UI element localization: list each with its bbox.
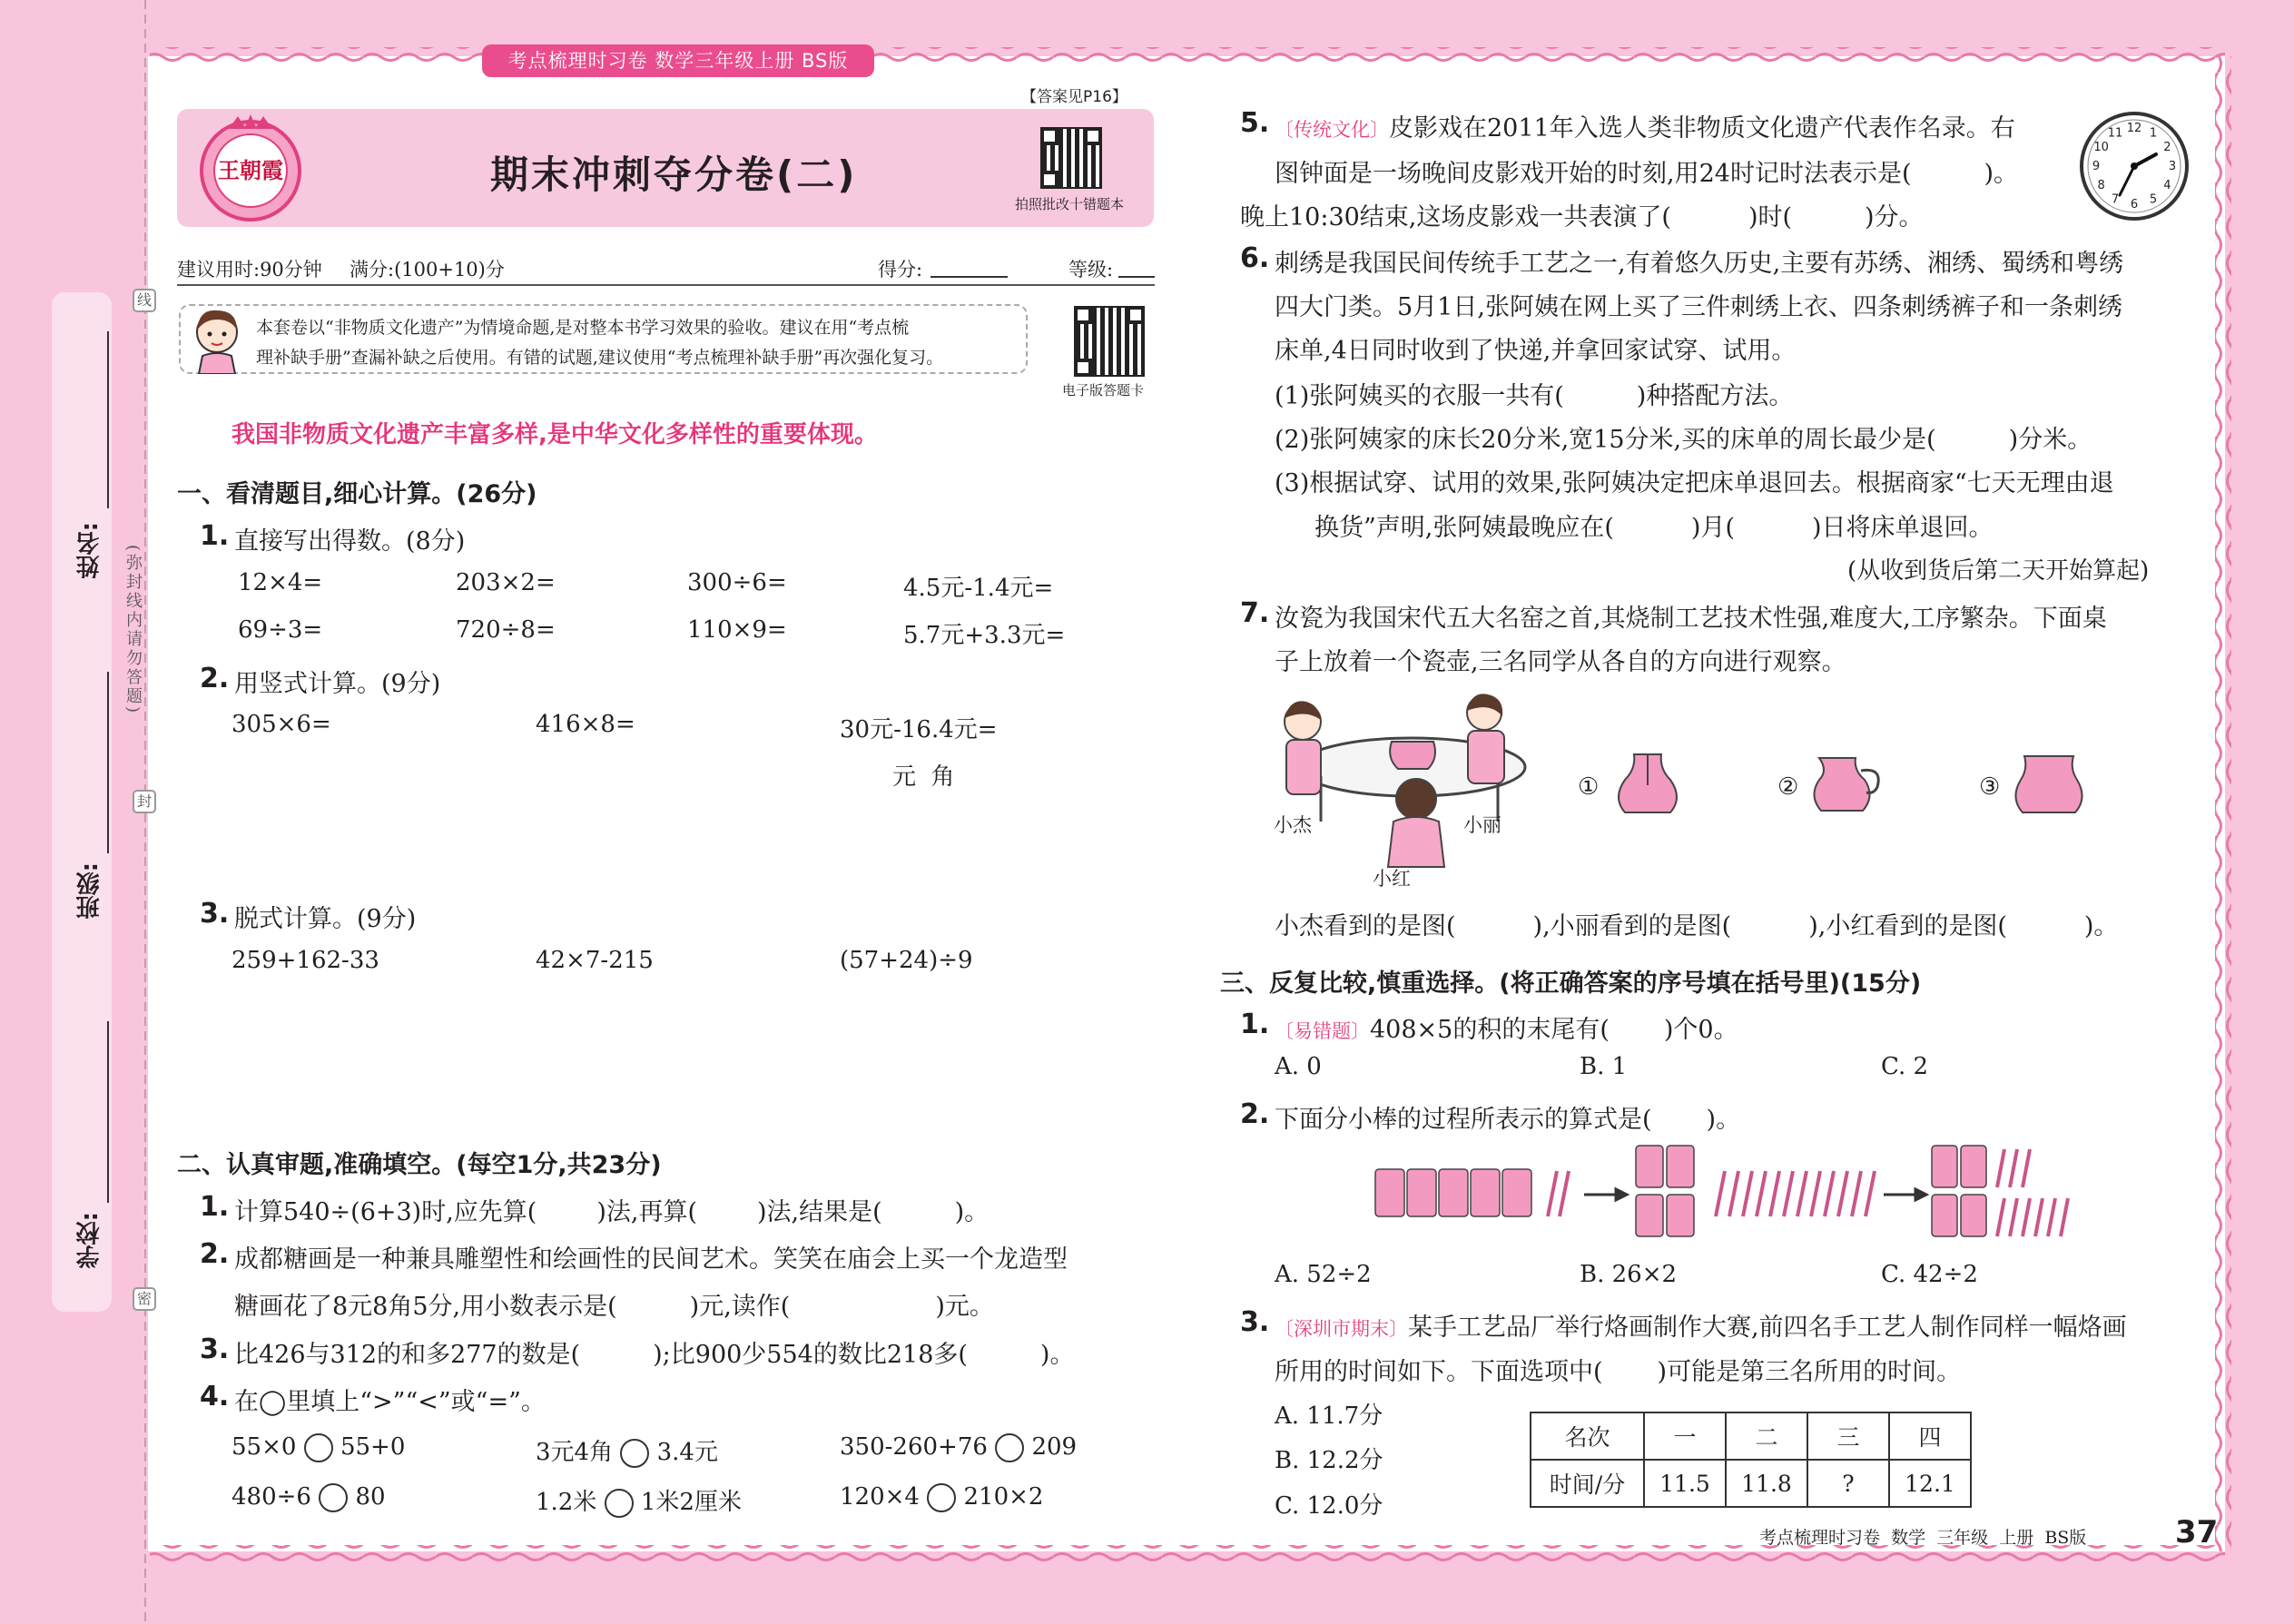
footer-series-text: 考点梳理时习卷 数学 三年级 上册 BS版 — [1759, 1528, 2087, 1548]
s2-q1-number: 1. — [200, 1191, 230, 1223]
clock-numeral: 11 — [2107, 126, 2123, 141]
q5-line-3: 晚上10:30结束,这场皮影戏一共表演了( )时( )分。 — [1240, 203, 1924, 231]
compare-item: 480÷6 80 — [231, 1483, 386, 1511]
school-label: 学校: — [76, 1212, 103, 1269]
table-cell: ? — [1807, 1460, 1889, 1507]
series-tab: 考点梳理时习卷 数学三年级上册 BS版 — [482, 44, 874, 77]
s3-q3-option-c[interactable]: C. 12.0分 — [1275, 1492, 1383, 1520]
q6-number: 6. — [1240, 242, 1270, 274]
compare-circle-input[interactable] — [995, 1433, 1024, 1462]
vertical-calc-item: 416×8= — [536, 711, 635, 738]
qr-corner-icon — [1074, 306, 1092, 324]
q6-line-1: 刺绣是我国民间传统手工艺之一,有着悠久历史,主要有苏绣、湘绣、蜀绣和粤绣 — [1275, 250, 2124, 278]
vertical-calc-item: 305×6= — [231, 711, 331, 738]
qr-corner-icon — [1084, 127, 1102, 145]
qr-corner-icon — [1127, 306, 1145, 324]
seal-mark-seal: 封 — [133, 790, 156, 813]
grade-field[interactable] — [1118, 276, 1155, 278]
q6-sub-2: (2)张阿姨家的床长20分米,宽15分米,买的床单的周长最少是( )分米。 — [1275, 426, 2092, 454]
answer-reference: 【答案见P16】 — [1021, 88, 1127, 106]
clock-face-icon — [2077, 109, 2191, 223]
table-cell: 12.1 — [1889, 1460, 1971, 1507]
teapot-view-3-icon — [2008, 749, 2090, 822]
section-1-title: 一、看清题目,细心计算。(26分) — [177, 480, 537, 508]
table-cell: 时间/分 — [1531, 1460, 1644, 1507]
compare-circle-input[interactable] — [620, 1439, 649, 1468]
brand-logo — [192, 111, 309, 225]
compare-item: 1.2米 1米2厘米 — [536, 1489, 742, 1516]
q7-number: 7. — [1240, 597, 1270, 629]
calc-item: 4.5元-1.4元= — [903, 575, 1054, 602]
s3-q3-number: 3. — [1240, 1306, 1270, 1338]
q6-sub-3: (3)根据试穿、试用的效果,张阿姨决定把床单退回去。根据商家“七天无理由退 — [1275, 469, 2114, 497]
s2-q2-line-2: 糖画花了8元8角5分,用小数表示是( )元,读作( )元。 — [234, 1293, 994, 1321]
clock-numeral: 10 — [2093, 141, 2109, 154]
s2-q4-text: 在◯里填上“>”“<”或“=”。 — [234, 1388, 546, 1416]
score-field[interactable] — [930, 276, 1008, 278]
child-label-xiaohong: 小红 — [1373, 868, 1411, 890]
calc-item: 69÷3= — [238, 616, 323, 644]
q6-sub-3-cont: 换货”声明,张阿姨最晚应在( )月( )日将床单退回。 — [1314, 514, 1994, 542]
calc-item: 12×4= — [238, 569, 323, 596]
q6-sub-1: (1)张阿姨买的衣服一共有( )种搭配方法。 — [1275, 382, 1794, 410]
s2-q4-number: 4. — [200, 1381, 230, 1412]
notice-line-1: 本套卷以“非物质文化遗产”为情境命题,是对整本书学习效果的验收。建议在用“考点梳 — [256, 318, 910, 338]
s3-q1-text: 〔易错题〕408×5的积的末尾有( )个0。 — [1275, 1016, 1738, 1044]
s2-q3-number: 3. — [200, 1334, 230, 1365]
s3-q3-line-2: 所用的时间如下。下面选项中( )可能是第三名所用的时间。 — [1275, 1358, 1962, 1386]
calc-item: 300÷6= — [687, 569, 787, 596]
children-observing-teapot-illustration — [1266, 685, 1530, 876]
clock-numeral: 9 — [2092, 160, 2101, 173]
compare-circle-input[interactable] — [304, 1433, 333, 1462]
clock-numeral: 8 — [2097, 179, 2105, 192]
q5-line-1: 〔传统文化〕皮影戏在2011年入选人类非物质文化遗产代表作名录。右 — [1275, 114, 2015, 143]
s2-q1-text: 计算540÷(6+3)时,应先算( )法,再算( )法,结果是( )。 — [234, 1198, 989, 1226]
name-label: 姓名: — [76, 522, 103, 579]
table-row — [1531, 1412, 1971, 1460]
units-yuan-jiao: 元 角 — [892, 763, 955, 791]
compare-item: 3元4角 3.4元 — [536, 1439, 718, 1466]
girl-mascot-icon — [186, 305, 248, 374]
clock-numeral: 12 — [2126, 122, 2142, 135]
s3-q3-option-b[interactable]: B. 12.2分 — [1275, 1447, 1383, 1474]
s3-q1-number: 1. — [1240, 1009, 1270, 1040]
clock-numeral: 7 — [2111, 192, 2120, 207]
s1-q2-text: 用竖式计算。(9分) — [234, 670, 441, 698]
section-3-title: 三、反复比较,慎重选择。(将正确答案的序号填在括号里)(15分) — [1220, 969, 1922, 998]
qr-caption-correction: 拍照批改十错题本 — [1015, 196, 1125, 212]
s2-q3-text: 比426与312的和多277的数是( );比900少554的数比218多( )。 — [234, 1341, 1075, 1369]
compare-circle-input[interactable] — [319, 1483, 348, 1512]
section-2-title: 二、认真审题,准确填空。(每空1分,共23分) — [177, 1151, 662, 1179]
child-label-xiaojie: 小杰 — [1274, 814, 1312, 836]
q7-line-2: 子上放着一个瓷壶,三名同学从各自的方向进行观察。 — [1275, 648, 1846, 676]
table-cell: 11.8 — [1726, 1460, 1807, 1507]
calc-item: 720÷8= — [456, 616, 556, 644]
compare-item: 120×4 210×2 — [840, 1483, 1044, 1511]
page-number: 37 — [2175, 1514, 2219, 1550]
compare-circle-input[interactable] — [605, 1489, 634, 1518]
suggested-time: 建议用时:90分钟 — [177, 259, 322, 281]
class-label: 班级: — [76, 862, 103, 920]
qr-caption-answer-card: 电子版答题卡 — [1062, 382, 1145, 399]
q5-number: 5. — [1240, 107, 1270, 139]
clock-numeral: 3 — [2168, 160, 2177, 173]
s3-q2-option-a[interactable]: A. 52÷2 — [1275, 1261, 1372, 1288]
exam-title: 期末冲刺夺分卷(二) — [490, 153, 858, 197]
compare-circle-input[interactable] — [927, 1483, 956, 1512]
table-cell: 11.5 — [1644, 1460, 1726, 1507]
table-cell: 一 — [1644, 1412, 1726, 1460]
table-cell: 四 — [1889, 1412, 1971, 1460]
s1-q3-number: 3. — [200, 898, 230, 930]
s3-q3-line-1: 〔深圳市期末〕某手工艺品厂举行烙画制作大赛,前四名手工艺人制作同样一幅烙画 — [1275, 1314, 2127, 1342]
q5-line-2: 图钟面是一场晚间皮影戏开始的时刻,用24时记时法表示是( )。 — [1275, 160, 2019, 188]
table-row — [1531, 1460, 1971, 1507]
clock-numeral: 1 — [2149, 126, 2158, 141]
step-calc-item: 259+162-33 — [231, 947, 379, 974]
ranking-time-table — [1530, 1412, 1972, 1508]
table-cell: 名次 — [1531, 1412, 1644, 1460]
s2-q2-number: 2. — [200, 1238, 230, 1270]
clock-numeral: 6 — [2130, 198, 2139, 212]
s2-q2-line-1: 成都糖画是一种兼具雕塑性和绘画性的民间艺术。笑笑在庙会上买一个龙造型 — [234, 1245, 1068, 1274]
table-cell: 三 — [1807, 1412, 1889, 1460]
grade-label: 等级: — [1068, 259, 1114, 281]
seal-line-notice: (弥封线内请勿答题) — [123, 545, 143, 716]
clock-numeral: 5 — [2149, 192, 2158, 207]
qr-corner-icon — [1040, 127, 1058, 145]
s3-q2-option-c[interactable]: C. 42÷2 — [1881, 1261, 1978, 1288]
school-line[interactable] — [107, 1021, 109, 1203]
q6-line-3: 床单,4日同时收到了快递,并拿回家试穿、试用。 — [1275, 337, 1797, 365]
class-line[interactable] — [107, 672, 109, 853]
q5-tag: 〔传统文化〕 — [1275, 119, 1389, 141]
notice-line-2: 理补缺手册”查漏补缺之后使用。有错的试题,建议使用“考点梳理补缺手册”再次强化复习。 — [256, 348, 944, 368]
notice-text — [256, 313, 1019, 373]
s1-q3-text: 脱式计算。(9分) — [234, 905, 417, 933]
s3-q1-option-c[interactable]: C. 2 — [1881, 1053, 1929, 1080]
compare-item: 55×0 55+0 — [231, 1433, 406, 1461]
student-info-strip — [52, 292, 112, 1312]
compare-item: 350-260+76 209 — [840, 1433, 1078, 1461]
qr-corner-icon — [1074, 359, 1092, 377]
s1-q2-number: 2. — [200, 663, 230, 694]
teapot-view-2-icon — [1807, 749, 1888, 822]
step-calc-item: 42×7-215 — [536, 947, 654, 974]
clock-numeral: 4 — [2163, 179, 2171, 192]
slogan: 我国非物质文化遗产丰富多样,是中华文化多样性的重要体现。 — [231, 421, 878, 448]
teapot-view-1-icon — [1607, 749, 1689, 822]
q6-note: (从收到货后第二天开始算起) — [1847, 557, 2150, 585]
s3-q1-option-a[interactable]: A. 0 — [1275, 1053, 1322, 1080]
score-label: 得分: — [878, 259, 923, 281]
calc-item: 5.7元+3.3元= — [903, 622, 1066, 649]
s3-q2-option-b[interactable]: B. 26×2 — [1580, 1261, 1678, 1288]
name-line[interactable] — [107, 331, 109, 508]
calc-item: 203×2= — [456, 569, 556, 596]
qr-corner-icon — [1040, 171, 1058, 189]
sticks-division-diagram — [1371, 1142, 2097, 1242]
seal-mark-secret: 密 — [133, 1287, 156, 1311]
clock-numeral: 2 — [2163, 141, 2171, 154]
q6-line-2: 四大门类。5月1日,张阿姨在网上买了三件刺绣上衣、四条刺绣裤子和一条刺绣 — [1275, 293, 2122, 321]
s3-q1-option-b[interactable]: B. 1 — [1580, 1053, 1628, 1080]
s3-q3-option-a[interactable]: A. 11.7分 — [1275, 1403, 1383, 1430]
step-calc-item: (57+24)÷9 — [840, 947, 973, 974]
calc-item: 110×9= — [687, 616, 787, 644]
table-cell: 二 — [1726, 1412, 1807, 1460]
s1-q1-number: 1. — [200, 520, 230, 552]
full-marks: 满分:(100+10)分 — [350, 259, 505, 281]
view-option-2-label: ② — [1777, 773, 1799, 801]
seal-mark-line: 线 — [133, 289, 156, 312]
meta-divider — [177, 284, 1155, 286]
view-option-1-label: ① — [1578, 773, 1600, 801]
s3-q2-number: 2. — [1240, 1098, 1270, 1130]
child-label-xiaoli: 小丽 — [1463, 814, 1501, 836]
q7-answer-line: 小杰看到的是图( ),小丽看到的是图( ),小红看到的是图( )。 — [1275, 912, 2119, 940]
vertical-calc-item: 30元-16.4元= — [840, 716, 998, 743]
s1-q1-text: 直接写出得数。(8分) — [234, 527, 466, 556]
svg-text:王朝霞: 王朝霞 — [218, 157, 283, 183]
s3-q2-text: 下面分小棒的过程所表示的算式是( )。 — [1275, 1106, 1741, 1134]
view-option-3-label: ③ — [1979, 773, 2001, 801]
q7-line-1: 汝瓷为我国宋代五大名窑之首,其烧制工艺技术性强,难度大,工序繁杂。下面桌 — [1275, 605, 2107, 633]
